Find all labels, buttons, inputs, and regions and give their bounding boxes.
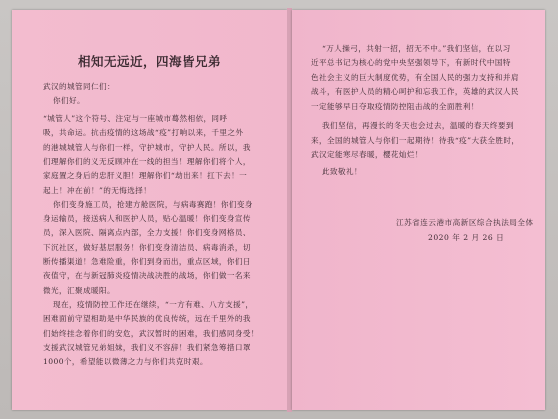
body-line-right: 一定能够早日夺取疫情防控阻击战的全面胜利！	[311, 102, 479, 111]
body-line-left: 们始终挂念着你们的安危，武汉暂时的困难，我们感同身受！	[43, 328, 259, 338]
body-line-right: 色社会主义的巨大制度优势，有全国人民的强力支持和并肩	[311, 73, 519, 82]
body-line-left: 现在，疫情防控工作还在继续，“一方有难、八方支援”，	[53, 299, 254, 309]
letter-title: 相知无远近，四海皆兄弟	[77, 54, 221, 69]
body-line-right: 武汉定能寒尽春暖，樱花灿烂！	[311, 150, 423, 159]
body-line-left: 困难面前守望相助是中华民族的优良传统，远在千里外的我	[43, 314, 251, 324]
body-line-left: 夜值守，在与新冠肺炎疫情决战决胜的战场，你们做一名来	[43, 271, 251, 281]
body-line-right: 近平总书记为核心的党中央坚强领导下，有新时代中国特	[311, 58, 511, 67]
salutation: 武汉的城管同仁们：	[43, 82, 115, 91]
body-line-right: “万人操弓，共射一招，招无不中。”我们坚信，在以习	[322, 44, 511, 53]
body-line-right: 来，全国的城管人与你们一起期待！待我“疫”大获全胜时，	[311, 136, 520, 145]
body-line-right: 我们坚信，再漫长的冬天也会过去，温暖的春天终要到	[322, 121, 514, 130]
body-line-left: 身运输员，接送病人和医护人员，贴心温暖！你们变身宣传	[43, 214, 251, 224]
letter-right-page	[292, 10, 545, 410]
body-line-right: 此致敬礼！	[322, 167, 362, 176]
body-line-left: 1000个，希望能以微薄之力与你们共克时艰。	[43, 357, 208, 367]
body-line-left: 断传播渠道！急难险重，你们到身而出，重点区域，你们日	[43, 257, 251, 266]
body-line-left: 起上！冲在前！”的无悔选择！	[43, 185, 152, 195]
letter-date: 2020 年 2 月 26 日	[428, 233, 505, 242]
greeting: 你们好。	[53, 96, 85, 105]
body-line-left: 你们变身施工员，抢建方舱医院，与病毒赛跑！你们变身	[53, 199, 253, 209]
letter-left-page	[12, 10, 287, 410]
body-line-left: 下沉社区，做好基层服务！你们变身清洁员、病毒消杀，切	[43, 242, 251, 252]
body-line-left: “城管人”这个符号、注定与一座城市蓦然相依，同呼	[43, 114, 228, 123]
body-line-left: 的港城城管人与你们一样，守护城市，守护人民。所以，我	[43, 142, 251, 152]
body-line-left: 吸，共命运。抗击疫情的这场战“疫”打响以来，千里之外	[43, 128, 244, 138]
body-line-left: 员，深入医院、隔离点内部，全力支援！你们变身网格员、	[43, 228, 251, 238]
body-line-left: 家庭置之身后的忠肝义胆！理解你们“劫出来！扛下去！一	[43, 171, 248, 181]
body-line-left: 们理解你们的义无反顾冲在一线的担当！理解你们将个人，	[43, 156, 251, 166]
signature: 江苏省连云港市高新区综合执法局全体	[396, 218, 534, 227]
body-line-left: 支援武汉城管兄弟姐妹，我们义不容辞！我们紧急筹措口罩	[43, 342, 251, 352]
body-line-left: 微光，汇聚成暖阳。	[43, 285, 115, 295]
body-line-right: 战斗，有医护人员的精心呵护和忘我工作，英雄的武汉人民	[311, 87, 519, 96]
